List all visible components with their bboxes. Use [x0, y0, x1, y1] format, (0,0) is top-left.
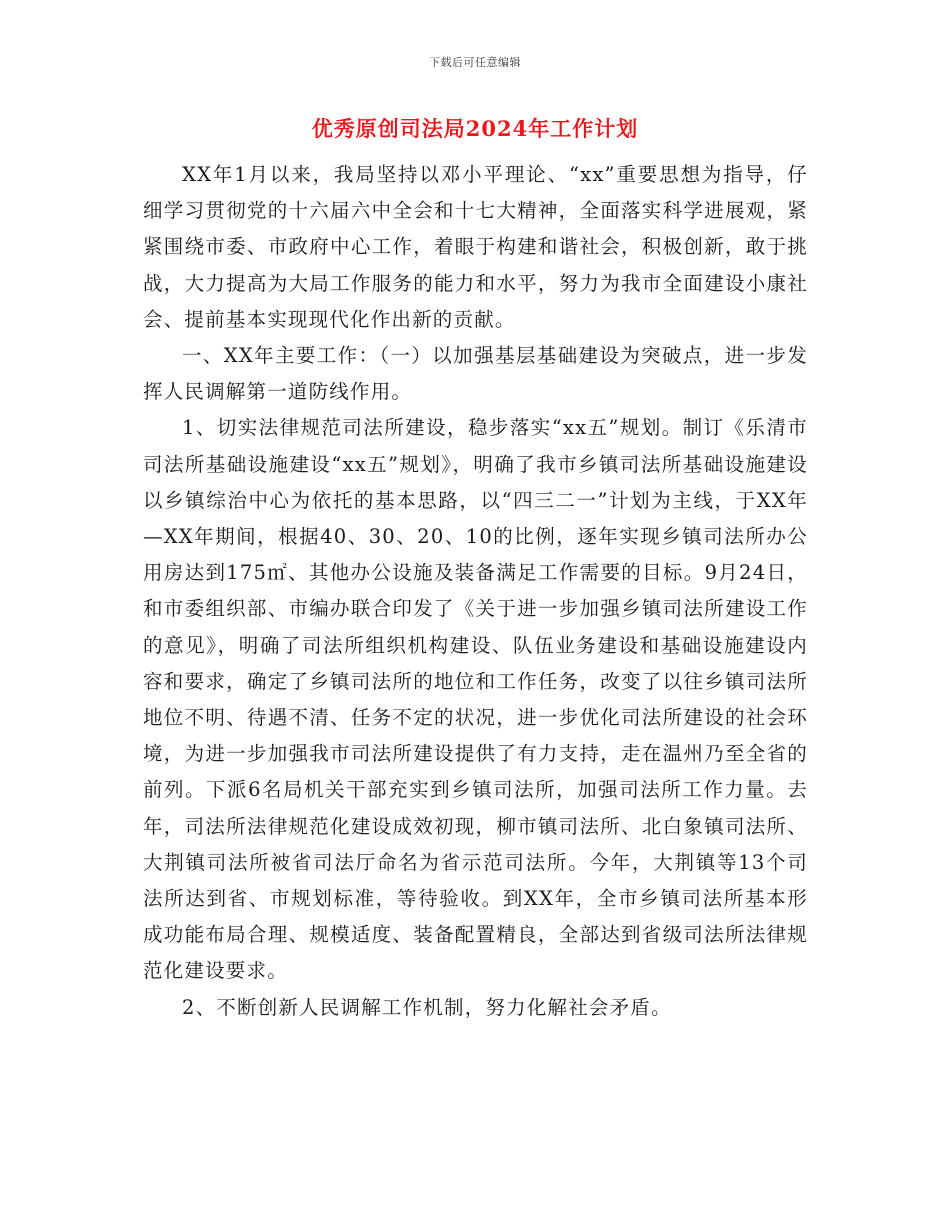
paragraph-intro: XX年1月以来，我局坚持以邓小平理论、“xx”重要思想为指导，仔细学习贯彻党的十六届六中全会和十七大精神，全面落实科学进展观，紧紧围绕市委、市政府中心工作，着眼于构建和谐社会，积极创新，敢于挑战，大力提高为大局工作服务的能力和水平，努力为我市全面建设小康社会、提前基本实现现代化作出新的贡献。 [143, 163, 808, 331]
document-body [143, 157, 808, 1026]
paragraph-item-1: 1、切实法律规范司法所建设，稳步落实“xx五”规划。制订《乐清市司法所基础设施建设“xx五”规划》，明确了我市乡镇司法所基础设施建设以乡镇综治中心为依托的基本思路，以“四三二一”计划为主线，于XX年—XX年期间，根据40、30、20、10的比例，逐年实现乡镇司法所办公用房达到175㎡、其他办公设施及装备满足工作需要的目标。9月24日，和市委组织部、市编办联合印发了《关于进一步加强乡镇司法所建设工作的意见》，明确了司法所组织机构建设、队伍业务建设和基础设施建设内容和要求，确定了乡镇司法所的地位和工作任务，改变了以往乡镇司法所地位不明、待遇不清、任务不定的状况，进一步优化司法所建设的社会环境，为进一步加强我市司法所建设提供了有力支持，走在温州乃至全省的前列。下派6名局机关干部充实到乡镇司法所，加强司法所工作力量。去年，司法所法律规范化建设成效初现，柳市镇司法所、北白象镇司法所、大荆镇司法所被省司法厅命名为省示范司法所。今年，大荆镇等13个司法所达到省、市规划标准，等待验收。到XX年，全市乡镇司法所基本形成功能布局合理、规模适度、装备配置精良，全部达到省级司法所法律规范化建设要求。 [143, 416, 808, 983]
paragraph-section-heading: 一、XX年主要工作：（一）以加强基层基础建设为突破点，进一步发挥人民调解第一道防线作用。 [143, 344, 808, 404]
header-note: 下载后可任意编辑 [429, 56, 521, 69]
paragraph-item-2: 2、不断创新人民调解工作机制，努力化解社会矛盾。 [182, 995, 672, 1019]
document-title: 优秀原创司法局2024年工作计划 [311, 116, 639, 141]
